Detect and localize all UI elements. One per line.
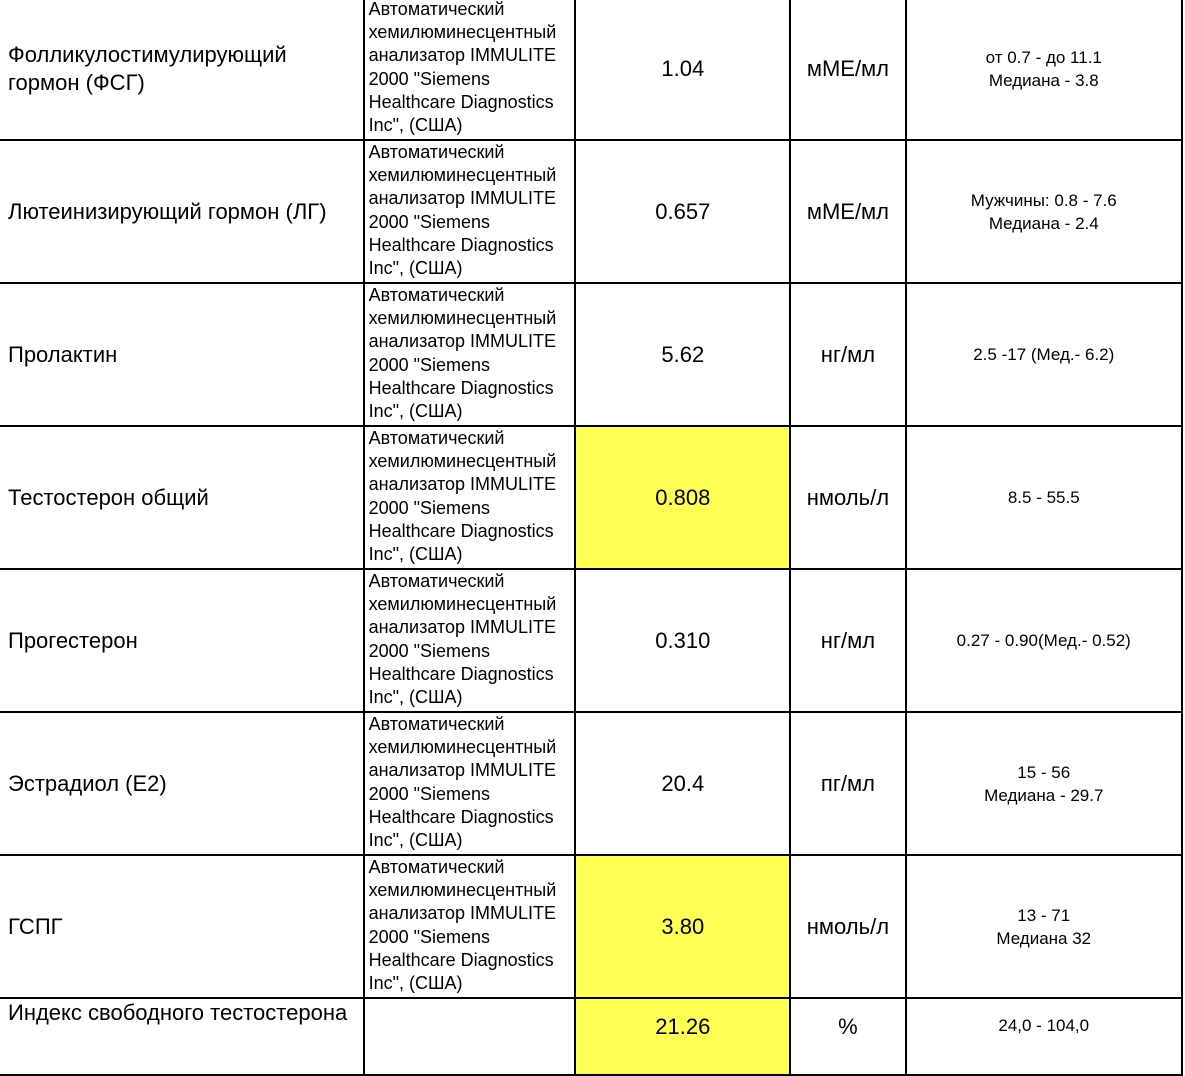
unit-cell: нмоль/л bbox=[790, 855, 905, 998]
unit-cell: нмоль/л bbox=[790, 426, 905, 569]
result-value: 20.4 bbox=[575, 712, 790, 855]
table-row bbox=[0, 712, 1182, 855]
result-value-flagged: 3.80 bbox=[575, 855, 790, 998]
method-cell: Автоматический хемилюминесцентный анализатор IMMULITE 2000 "Siemens Healthcare Diagnostics Inc", (США) bbox=[364, 426, 576, 569]
method-cell: Автоматический хемилюминесцентный анализатор IMMULITE 2000 "Siemens Healthcare Diagnostics Inc", (США) bbox=[364, 0, 576, 140]
reference-line: Медиана - 3.8 bbox=[988, 70, 1099, 90]
result-value: 1.04 bbox=[575, 0, 790, 140]
reference-line: 0.27 - 0.90(Мед.- 0.52) bbox=[956, 631, 1131, 650]
unit-cell: пг/мл bbox=[790, 712, 905, 855]
result-value: 5.62 bbox=[575, 283, 790, 426]
unit-cell: мМЕ/мл bbox=[790, 140, 905, 283]
reference-range bbox=[906, 855, 1182, 998]
unit-cell: мМЕ/мл bbox=[790, 0, 905, 140]
result-value-flagged: 0.808 bbox=[575, 426, 790, 569]
table-row bbox=[0, 426, 1182, 569]
reference-range bbox=[906, 998, 1182, 1075]
reference-line: 8.5 - 55.5 bbox=[1007, 488, 1080, 507]
reference-range bbox=[906, 712, 1182, 855]
reference-line: 2.5 -17 (Мед.- 6.2) bbox=[973, 345, 1115, 364]
analyte-name: Тестостерон общий bbox=[0, 426, 364, 569]
reference-line: Медиана 32 bbox=[996, 928, 1092, 948]
reference-line: Мужчины: 0.8 - 7.6 bbox=[970, 190, 1117, 210]
analyte-name: Индекс свободного тестостерона bbox=[0, 998, 364, 1075]
unit-cell: нг/мл bbox=[790, 569, 905, 712]
analyte-name: Пролактин bbox=[0, 283, 364, 426]
method-cell: Автоматический хемилюминесцентный анализатор IMMULITE 2000 "Siemens Healthcare Diagnostics Inc", (США) bbox=[364, 855, 576, 998]
result-value-flagged: 21.26 bbox=[575, 998, 790, 1075]
reference-range bbox=[906, 0, 1182, 140]
analyte-name: ГСПГ bbox=[0, 855, 364, 998]
reference-range bbox=[906, 426, 1182, 569]
table-row bbox=[0, 0, 1182, 140]
table-row bbox=[0, 569, 1182, 712]
table-row bbox=[0, 855, 1182, 998]
reference-line: Медиана - 29.7 bbox=[984, 785, 1104, 805]
result-value: 0.657 bbox=[575, 140, 790, 283]
analyte-name: Прогестерон bbox=[0, 569, 364, 712]
reference-line: от 0.7 - до 11.1 bbox=[985, 47, 1102, 67]
reference-line: 13 - 71 bbox=[1017, 905, 1071, 925]
reference-range bbox=[906, 569, 1182, 712]
analyte-name: Эстрадиол (Е2) bbox=[0, 712, 364, 855]
table-row bbox=[0, 283, 1182, 426]
unit-cell: % bbox=[790, 998, 905, 1075]
method-cell: Автоматический хемилюминесцентный анализатор IMMULITE 2000 "Siemens Healthcare Diagnostics Inc", (США) bbox=[364, 140, 576, 283]
table-row bbox=[0, 140, 1182, 283]
unit-cell: нг/мл bbox=[790, 283, 905, 426]
table-row bbox=[0, 998, 1182, 1075]
reference-line: 15 - 56 bbox=[1017, 762, 1071, 782]
reference-line: 24,0 - 104,0 bbox=[998, 1016, 1090, 1035]
reference-range bbox=[906, 140, 1182, 283]
result-value: 0.310 bbox=[575, 569, 790, 712]
analyte-name: Лютеинизирующий гормон (ЛГ) bbox=[0, 140, 364, 283]
method-cell: Автоматический хемилюминесцентный анализатор IMMULITE 2000 "Siemens Healthcare Diagnostics Inc", (США) bbox=[364, 569, 576, 712]
reference-range bbox=[906, 283, 1182, 426]
method-cell: Автоматический хемилюминесцентный анализатор IMMULITE 2000 "Siemens Healthcare Diagnostics Inc", (США) bbox=[364, 283, 576, 426]
method-cell bbox=[364, 998, 576, 1075]
reference-line: Медиана - 2.4 bbox=[988, 213, 1099, 233]
analyte-name: Фолликулостимулирующий гормон (ФСГ) bbox=[0, 0, 364, 140]
method-cell: Автоматический хемилюминесцентный анализатор IMMULITE 2000 "Siemens Healthcare Diagnostics Inc", (США) bbox=[364, 712, 576, 855]
